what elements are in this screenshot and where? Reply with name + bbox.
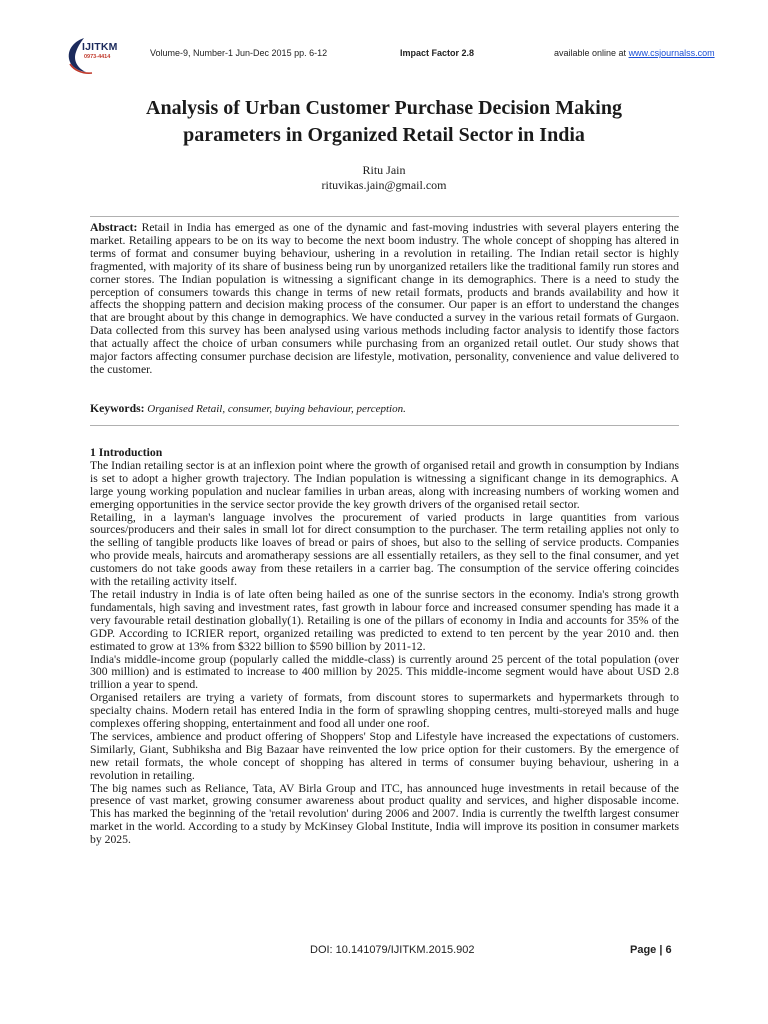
intro-paragraph: The services, ambience and product offering of Shoppers' Stop and Lifestyle have increased the expectations of customers. Similarly, Giant, Subhiksha and Big Bazaar have reinvented the low price option for their customers. By the emergence of new retail formats, the whole concept of shopping has altered in terms of consumer buying behaviour, ushering in a revolution in retailing. — [90, 729, 679, 782]
intro-paragraph: Organised retailers are trying a variety of formats, from discount stores to supermarkets and hypermarkets through to specialty chains. Modern retail has entered India in the form of sprawling shopping centres, multi-storeyed malls and huge complexes offering shopping, entertainment and food all under one roof. — [90, 691, 679, 731]
abstract-top-divider — [90, 216, 679, 217]
abstract-label: Abstract: — [90, 221, 138, 234]
intro-paragraph: The Indian retailing sector is at an inflexion point where the growth of organised retail and growth in consumption by Indians is set to adopt a higher growth trajectory. The Indian population is witnessing a significant change in its demographics. A large young working population and nuclear families in urban areas, along with increasing numbers of working women and emerging opportunities in the service sector provide the key growth drivers of the organised retail sector. — [90, 458, 679, 511]
paper-title-line1: Analysis of Urban Customer Purchase Decision Making — [146, 97, 622, 119]
author-email[interactable]: rituvikas.jain@gmail.com — [321, 178, 447, 192]
page-number: Page | 6 — [630, 944, 672, 956]
abstract-bottom-divider — [90, 425, 679, 426]
paper-title-line2: parameters in Organized Retail Sector in India — [183, 124, 585, 146]
intro-paragraph: India's middle-income group (popularly called the middle-class) is currently around 25 percent of the total population (over 300 million) and is estimated to increase to 400 million by 2025. This middle-income segment would have about USD 2.8 trillion a year to spend. — [90, 652, 679, 692]
paper-title — [60, 95, 708, 149]
intro-paragraph: Retailing, in a layman's language involves the procurement of varied products in large quantities from various sources/producers and their sales in small lot for direct consumption to the purchaser. The term retailing applies not only to the selling of tangible products like loaves of bread or pairs of shoes, but also to the selling of service products. Companies who provide meals, haircuts and aromatherapy sessions are all essentially retailers, as they sell to the final consumer, and yet customers do not take goods away from these retailers in a carrier bag. The consumption of the service offering coincides with the retailing activity itself. — [90, 510, 679, 589]
abstract — [90, 222, 679, 377]
journal-header — [62, 36, 742, 80]
availability-note — [554, 48, 715, 58]
author-name: Ritu Jain — [362, 163, 406, 177]
journal-website-link[interactable]: www.csjournalss.com — [628, 48, 715, 58]
logo-text: IJITKM — [82, 41, 118, 53]
keywords-text: Organised Retail, consumer, buying behaviour, perception. — [144, 403, 406, 415]
impact-factor: Impact Factor 2.8 — [400, 48, 475, 58]
keywords — [90, 403, 679, 416]
introduction-section — [90, 447, 679, 847]
availability-prefix: available online at — [554, 48, 629, 58]
abstract-text: Retail in India has emerged as one of the dynamic and fast-moving industries with several players entering the market. Retailing appears to be on its way to become the next boom industry. The whole concept of shopping has altered in terms of format and consumer buying behaviour, ushering in a revolution in retailing. The Indian retail sector is highly fragmented, with majority of its share of business being run by unorganized retailers like the traditional family run stores and corner stores. The Indian population is witnessing a significant change in its demographics. There is a need to study the perception of consumers towards this change in terms of new retail formats, products and brands availability and how it affects the shopping pattern and decision making process of the consumer. Our paper is an effort to understand the changes that are brought about by this change in demographics. We have conducted a survey in the various retail formats of Gurgaon. Data collected from this survey has been analysed using various methods including factor analysis to identify those factors that actually affect the choice of urban consumers while purchasing from an organized retail outlet. Our study shows that major factors affecting consumer purchase decision are lifestyle, motivation, personality, convenience and value delivered to the customer. — [90, 221, 679, 376]
volume-info: Volume-9, Number-1 Jun-Dec 2015 pp. 6-12 — [150, 48, 328, 58]
author-block — [60, 163, 708, 193]
intro-paragraph: The big names such as Reliance, Tata, AV Birla Group and ITC, has announced huge investments in retail because of the presence of vast market, growing consumer awareness about product quality and services, and higher disposable income. This has marked the beginning of the 'retail revolution' during 2006 and 2007. India is currently the twelfth largest consumer market in the world. According to a study by McKinsey Global Institute, India will improve its position in consumer markets by 2025. — [90, 781, 679, 847]
section-heading: 1 Introduction — [90, 446, 163, 459]
doi: DOI: 10.141079/IJITKM.2015.902 — [310, 944, 475, 956]
keywords-label: Keywords: — [90, 402, 145, 415]
journal-logo — [62, 36, 142, 76]
logo-issn: 0973-4414 — [84, 54, 111, 60]
intro-paragraph: The retail industry in India is of late often being hailed as one of the sunrise sectors in the economy. India's strong growth fundamentals, high saving and investment rates, fast growth in labour force and increased consumer spending has made it a very favourable retail destination globally(1). Retailing is one of the pillars of economy in India and accounts for 35% of the GDP. According to ICRIER report, organized retailing was predicted to extend to ten percent by the year 2010 and. then estimated to grow at 13% from $322 billion to $590 billion by 2011-12. — [90, 587, 679, 653]
